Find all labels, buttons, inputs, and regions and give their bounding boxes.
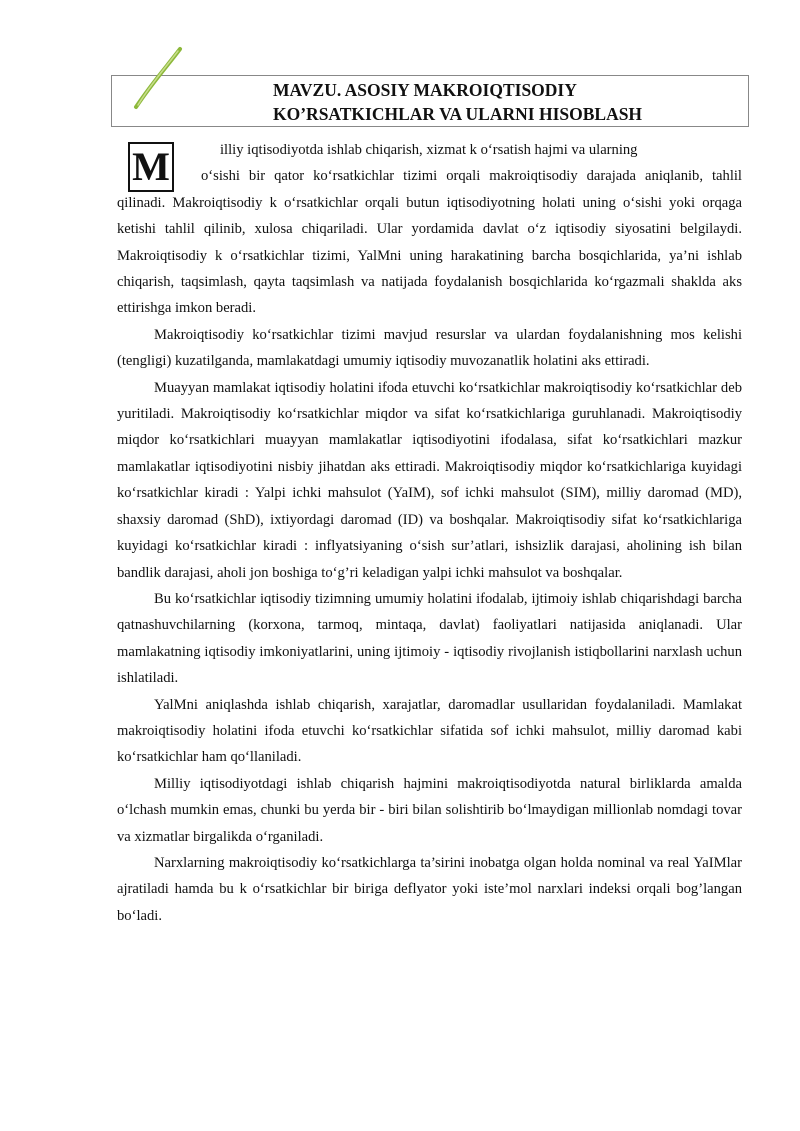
paragraph: YalMni aniqlashda ishlab chiqarish, xarajatlar, daromadlar usullaridan foydalaniladi. Mamlakat makroiqtisodiy holatini ifoda etuvchi ko‘rsatkichlar sifatida sof ichki mahsulot, milliy daromad kabi ko‘rsatkichlar ham qo‘llaniladi. xyxy=(117,696,742,766)
body-text xyxy=(117,137,742,929)
title-line-2: KO’RSATKICHLAR VA ULARNI HISOBLASH xyxy=(273,104,643,124)
paragraph: Muayyan mamlakat iqtisodiy holatini ifoda etuvchi ko‘rsatkichlar makroiqtisodiy ko‘rsatkichlar deb yuritiladi. Makroiqtisodiy ko‘rsatkichlar miqdor va sifat ko‘rsatkichlariga guruhlanadi. Makroiqtisodiy miqdor ko‘rsatkichlari muayyan mamlakatlar iqtisodiyotini ifodalasa, sifat ko‘rsatkichlari mazkur mamlakatlar iqtisodiyotini nisbiy jihatdan aks ettiradi. Makroiqtisodiy miqdor ko‘rsatkichlariga kuyidagi ko‘rsatkichlar kiradi : Yalpi ichki mahsulot (YaIM), sof ichki mahsulot (SIM), milliy daromad (MD), shaxsiy daromad (ShD), ixtiyordagi daromad (ID) va boshqalar. Makroiqtisodiy sifat ko‘rsatkichlariga kuyidagi ko‘rsatkichlar kiradi : inflyatsiyaning o‘sish sur’atlari, ishsizlik darajasi, aholining ish bilan bandlik darajasi, aholi jon boshiga to‘g’ri keladigan yalpi ichki mahsulot va boshqalar. xyxy=(117,379,742,581)
paragraph-first-line: illiy iqtisodiyotda ishlab chiqarish, xizmat k o‘rsatish hajmi va ularning xyxy=(220,142,638,158)
paragraph: Makroiqtisodiy ko‘rsatkichlar tizimi mavjud resurslar va ulardan foydalanishning mos kelishi (tengligi) kuzatilganda, mamlakatdagi umumiy iqtisodiy muvozanatlik holatini aks ettiradi. xyxy=(117,326,742,370)
paragraph-rest: o‘sishi bir qator ko‘rsatkichlar tizimi orqali makroiqtisodiy darajada aniqlanib, tahlil qilinadi. Makroiqtisodiy k o‘rsatkichlar orqali butun iqtisodiyotning holati uning o‘sishi yoki orqaga ketishi tahlil qilinib, xulosa chiqariladi. Ular yordamida davlat o‘z iqtisodiy siyosatini belgilaydi. Makroiqtisodiy k o‘rsatkichlar tizimi, YalMni uning harakatining barcha bosqichlarida, ya’ni ishlab chiqarish, taqsimlash, qayta taqsimlash va natijada foydalanish bosqichlarida ko‘rgazmali shaklda aks ettirishga imkon beradi. xyxy=(117,168,742,317)
paragraph: Milliy iqtisodiyotdagi ishlab chiqarish hajmini makroiqtisodiyotda natural birliklarda amalda o‘lchash mumkin emas, chunki bu yerda bir - biri bilan solishtirib bo‘lmaydigan millionlab nomdagi tovar va xizmatlar birgalikda o‘rganiladi. xyxy=(117,775,742,845)
drop-cap: M xyxy=(128,142,174,192)
paragraph: Narxlarning makroiqtisodiy ko‘rsatkichlarga ta’sirini inobatga olgan holda nominal va real YaIMlar ajratiladi hamda bu k o‘rsatkichlar bir biriga deflyator yoki iste’mol narxlari indeksi orqali bog’langan bo‘ladi. xyxy=(117,854,742,924)
paragraph xyxy=(117,137,742,322)
title-line-1: MAVZU. ASOSIY MAKROIQTISODIY xyxy=(273,80,577,100)
leaf-decoration-icon xyxy=(130,45,186,111)
paragraph: Bu ko‘rsatkichlar iqtisodiy tizimning umumiy holatini ifodalab, ijtimoiy ishlab chiqarishdagi barcha qatnashuvchilarning (korxona, tarmoq, mintaqa, davlat) faoliyatlari natijasida aniqlanadi. Ular mamlakatning iqtisodiy imkoniyatlarini, uning ijtimoiy - iqtisodiy rivojlanish istiqbollarini narxlash uchun ishlatiladi. xyxy=(117,590,742,687)
